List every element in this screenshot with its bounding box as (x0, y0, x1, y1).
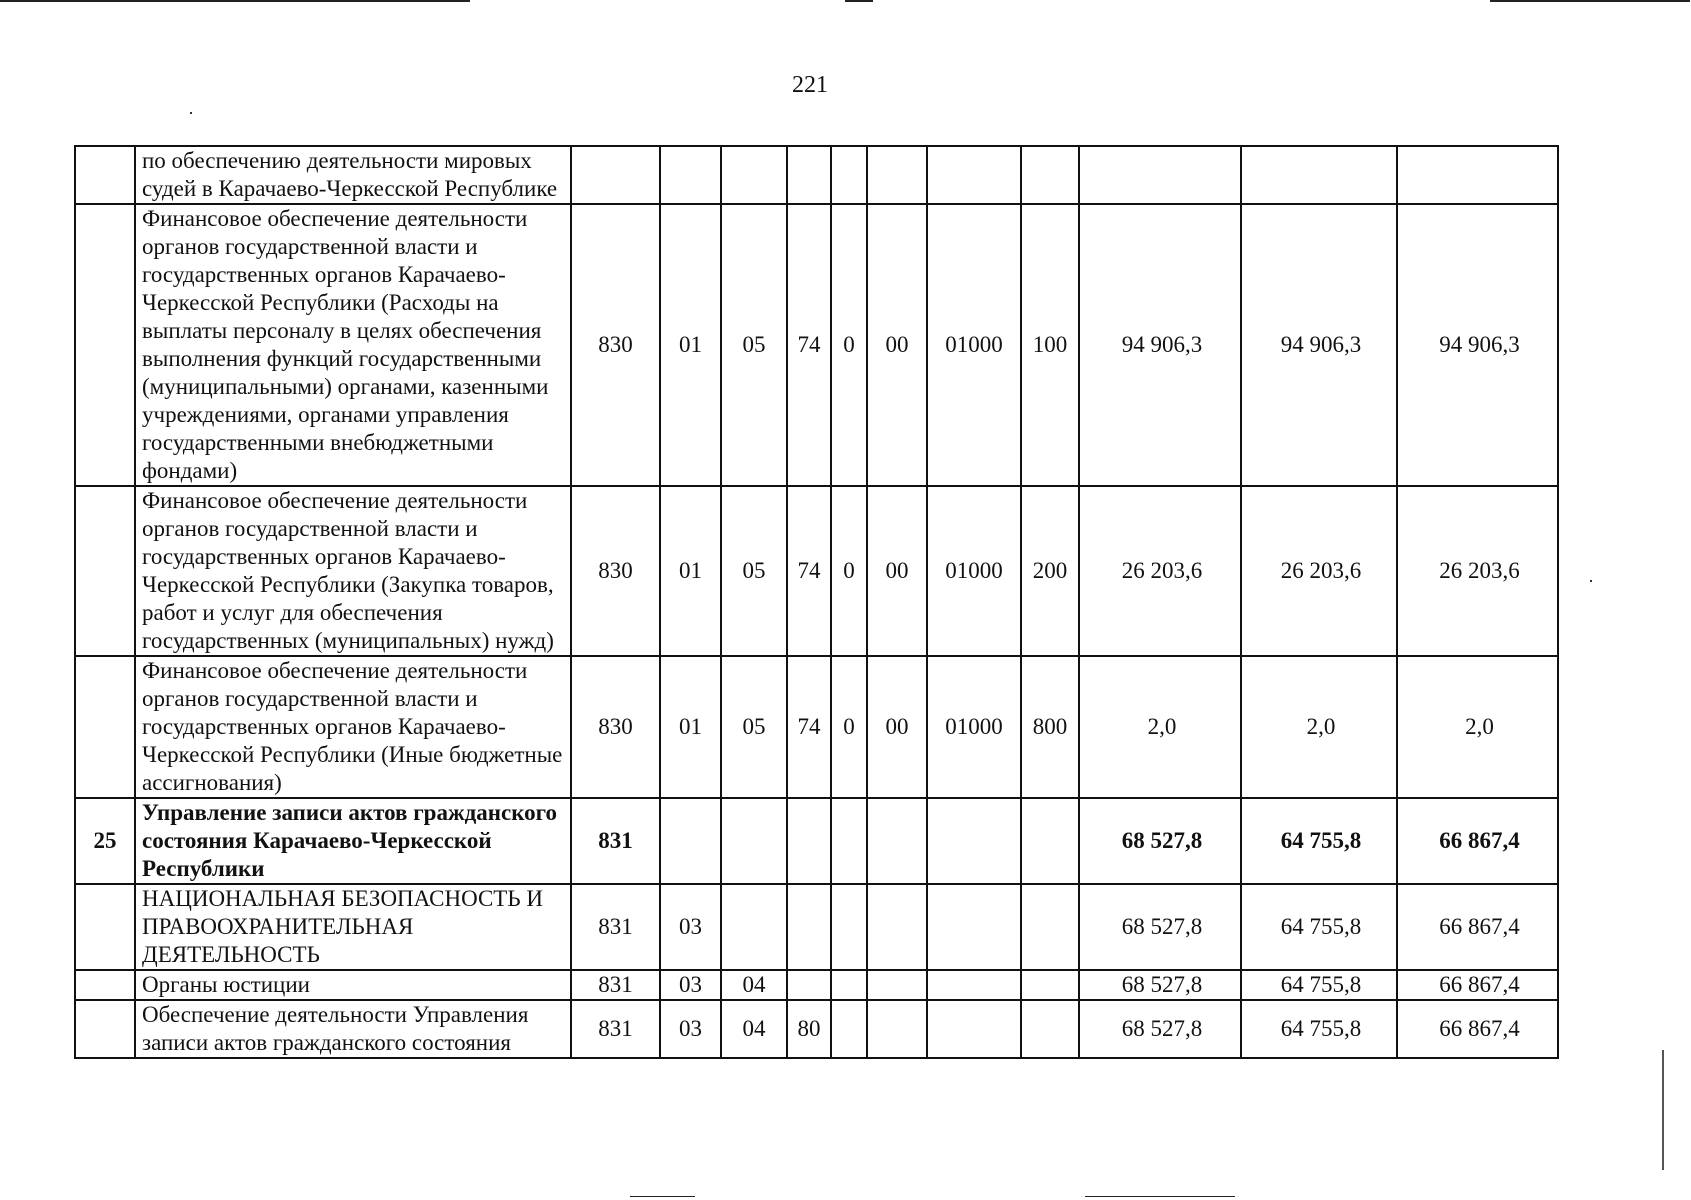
scan-edge-line (1490, 0, 1690, 2)
amount-year-2: 2,0 (1241, 656, 1397, 798)
code-expense-type: 800 (1021, 656, 1079, 798)
amount-year-3: 94 906,3 (1397, 204, 1558, 486)
row-number (75, 884, 135, 970)
row-description: Финансовое обеспечение деятельности органов государственной власти и государственных органов Карачаево-Черкесской Республики (Расходы на выплаты персоналу в целях обеспечения выполнения функций государственными (муниципальными) органами, казенными учреждениями, органами управления государственными внебюджетными фондами) (135, 204, 571, 486)
table-row (75, 1000, 1558, 1058)
scan-edge-line (1085, 1196, 1235, 1197)
code-expense-type: 100 (1021, 204, 1079, 486)
code-subsection (721, 884, 787, 970)
table-row (75, 146, 1558, 204)
amount-year-3: 66 867,4 (1397, 1000, 1558, 1058)
amount-year-1: 26 203,6 (1079, 486, 1241, 656)
amount-year-1: 94 906,3 (1079, 204, 1241, 486)
table-row (75, 486, 1558, 656)
code-main-event (867, 798, 927, 884)
code-main-event (867, 146, 927, 204)
code-section: 03 (660, 970, 721, 1000)
code-main-event: 00 (867, 656, 927, 798)
amount-year-3: 26 203,6 (1397, 486, 1558, 656)
row-description: по обеспечению деятельности мировых судей в Карачаево-Черкесской Республике (135, 146, 571, 204)
code-expense-type (1021, 146, 1079, 204)
scan-edge-line (0, 0, 470, 2)
scan-speck (190, 112, 192, 114)
code-direction (927, 146, 1021, 204)
table-row (75, 204, 1558, 486)
code-direction (927, 1000, 1021, 1058)
amount-year-1 (1079, 146, 1241, 204)
code-expense-type: 200 (1021, 486, 1079, 656)
amount-year-2 (1241, 146, 1397, 204)
amount-year-1: 68 527,8 (1079, 1000, 1241, 1058)
row-number (75, 970, 135, 1000)
code-program: 74 (787, 486, 831, 656)
code-expense-type (1021, 798, 1079, 884)
page-number: 221 (792, 72, 828, 98)
code-subprogram (831, 884, 867, 970)
amount-year-2: 64 755,8 (1241, 970, 1397, 1000)
code-program: 74 (787, 204, 831, 486)
code-subsection: 04 (721, 970, 787, 1000)
code-ministry: 830 (571, 204, 660, 486)
row-number (75, 204, 135, 486)
code-expense-type (1021, 1000, 1079, 1058)
code-section: 01 (660, 204, 721, 486)
amount-year-1: 68 527,8 (1079, 970, 1241, 1000)
amount-year-3: 2,0 (1397, 656, 1558, 798)
table-row (75, 970, 1558, 1000)
code-section: 01 (660, 486, 721, 656)
code-direction (927, 970, 1021, 1000)
code-direction: 01000 (927, 486, 1021, 656)
code-direction: 01000 (927, 656, 1021, 798)
code-subprogram: 0 (831, 486, 867, 656)
code-subprogram: 0 (831, 656, 867, 798)
code-expense-type (1021, 970, 1079, 1000)
code-subprogram (831, 1000, 867, 1058)
row-description: Финансовое обеспечение деятельности органов государственной власти и государственных органов Карачаево-Черкесской Республики (Закупка товаров, работ и услуг для обеспечения государственных (муниципальных) нужд) (135, 486, 571, 656)
scan-edge-line (630, 1196, 695, 1197)
code-section (660, 798, 721, 884)
code-ministry: 830 (571, 486, 660, 656)
code-subprogram (831, 798, 867, 884)
table-row (75, 884, 1558, 970)
amount-year-1: 2,0 (1079, 656, 1241, 798)
code-subsection (721, 798, 787, 884)
amount-year-3: 66 867,4 (1397, 798, 1558, 884)
code-program (787, 970, 831, 1000)
row-description: Обеспечение деятельности Управления записи актов гражданского состояния (135, 1000, 571, 1058)
code-main-event: 00 (867, 486, 927, 656)
amount-year-2: 94 906,3 (1241, 204, 1397, 486)
code-subsection: 05 (721, 204, 787, 486)
scan-edge-line (1662, 1050, 1664, 1170)
code-main-event (867, 884, 927, 970)
code-program (787, 884, 831, 970)
code-subprogram (831, 146, 867, 204)
code-ministry: 831 (571, 1000, 660, 1058)
code-subsection (721, 146, 787, 204)
scan-speck (1590, 580, 1592, 582)
row-number (75, 1000, 135, 1058)
row-number (75, 656, 135, 798)
code-subsection: 05 (721, 656, 787, 798)
code-section: 03 (660, 1000, 721, 1058)
code-ministry: 831 (571, 798, 660, 884)
scan-edge-line (845, 0, 873, 2)
code-subprogram: 0 (831, 204, 867, 486)
code-program (787, 798, 831, 884)
code-direction (927, 798, 1021, 884)
code-direction: 01000 (927, 204, 1021, 486)
table-row-section-header (75, 798, 1558, 884)
code-ministry (571, 146, 660, 204)
code-direction (927, 884, 1021, 970)
row-number (75, 486, 135, 656)
code-section (660, 146, 721, 204)
row-description: Органы юстиции (135, 970, 571, 1000)
amount-year-1: 68 527,8 (1079, 798, 1241, 884)
code-subsection: 05 (721, 486, 787, 656)
amount-year-3: 66 867,4 (1397, 884, 1558, 970)
code-ministry: 830 (571, 656, 660, 798)
table-row (75, 656, 1558, 798)
code-program: 74 (787, 656, 831, 798)
amount-year-2: 64 755,8 (1241, 1000, 1397, 1058)
code-main-event (867, 970, 927, 1000)
row-description: НАЦИОНАЛЬНАЯ БЕЗОПАСНОСТЬ И ПРАВООХРАНИТЕЛЬНАЯ ДЕЯТЕЛЬНОСТЬ (135, 884, 571, 970)
row-description: Финансовое обеспечение деятельности органов государственной власти и государственных органов Карачаево-Черкесской Республики (Иные бюджетные ассигнования) (135, 656, 571, 798)
code-ministry: 831 (571, 884, 660, 970)
code-section: 01 (660, 656, 721, 798)
budget-table (74, 145, 1559, 1059)
code-main-event: 00 (867, 204, 927, 486)
code-subprogram (831, 970, 867, 1000)
amount-year-1: 68 527,8 (1079, 884, 1241, 970)
row-description: Управление записи актов гражданского состояния Карачаево-Черкесской Республики (135, 798, 571, 884)
row-number (75, 146, 135, 204)
amount-year-2: 64 755,8 (1241, 884, 1397, 970)
amount-year-3: 66 867,4 (1397, 970, 1558, 1000)
code-expense-type (1021, 884, 1079, 970)
amount-year-2: 64 755,8 (1241, 798, 1397, 884)
code-section: 03 (660, 884, 721, 970)
code-subsection: 04 (721, 1000, 787, 1058)
code-program: 80 (787, 1000, 831, 1058)
code-ministry: 831 (571, 970, 660, 1000)
amount-year-3 (1397, 146, 1558, 204)
amount-year-2: 26 203,6 (1241, 486, 1397, 656)
code-program (787, 146, 831, 204)
row-number: 25 (75, 798, 135, 884)
code-main-event (867, 1000, 927, 1058)
